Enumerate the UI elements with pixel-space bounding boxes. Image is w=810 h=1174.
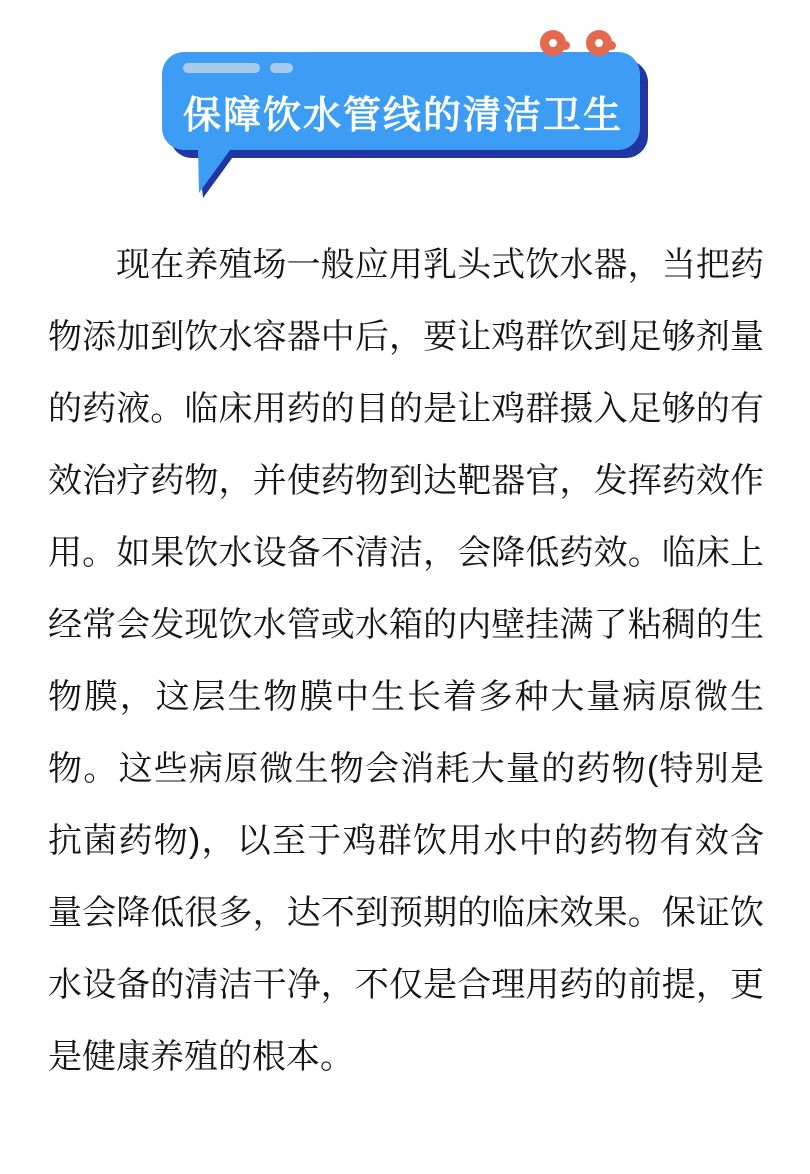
page-title: 保障饮水管线的清洁卫生 bbox=[183, 95, 624, 137]
pin-icon bbox=[540, 30, 566, 56]
article-body bbox=[0, 229, 810, 1093]
article-paragraph: 现在养殖场一般应用乳头式饮水器，当把药物添加到饮水容器中后，要让鸡群饮到足够剂量的药液。临床用药的目的是让鸡群摄入足够的有效治疗药物，并使药物到达靶器官，发挥药效作用。如果饮水设备不清洁，会降低药效。临床上经常会发现饮水管或水箱的内壁挂满了粘稠的生物膜，这层生物膜中生长着多种大量病原微生物。这些病原微生物会消耗大量的药物(特别是抗菌药物)，以至于鸡群饮用水中的药物有效含量会降低很多，达不到预期的临床效果。保证饮水设备的清洁干净，不仅是合理用药的前提，更是健康养殖的根本。 bbox=[48, 246, 764, 1076]
pin-dot-icon bbox=[561, 41, 570, 50]
article-header bbox=[0, 0, 810, 210]
title-bubble bbox=[162, 52, 640, 150]
bubble-tail bbox=[192, 150, 252, 210]
decoration-bar-long bbox=[183, 63, 260, 73]
decoration-bars bbox=[183, 63, 293, 73]
decoration-bar-short bbox=[270, 63, 293, 73]
pin-dot-icon bbox=[607, 41, 616, 50]
pin-icon bbox=[586, 30, 612, 56]
